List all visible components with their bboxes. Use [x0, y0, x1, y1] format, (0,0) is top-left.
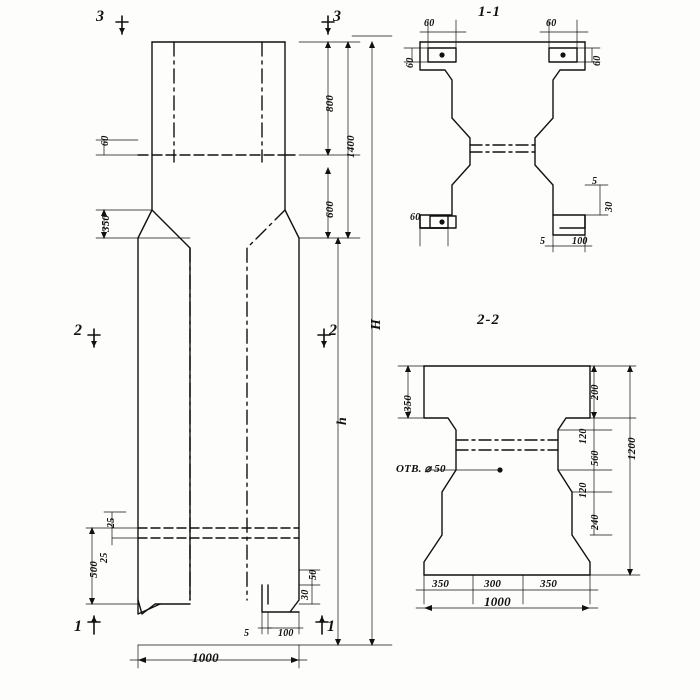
sec22-dim-350-b1: 350 — [432, 578, 450, 590]
sec22-dim-300: 300 — [484, 578, 502, 590]
dim-30-elevation: 30 — [300, 589, 311, 600]
dim-500: 500 — [88, 560, 100, 578]
section-mark-1-left: 1 — [74, 618, 83, 635]
sec11-dim-60-bottom-left: 60 — [410, 212, 421, 223]
sec11-dim-5: 5 — [540, 236, 546, 247]
dim-25-a: 25 — [106, 517, 117, 528]
section-mark-3-left: 3 — [96, 8, 105, 25]
section-mark-2-right: 2 — [329, 322, 338, 339]
section-mark-3-right: 3 — [333, 8, 342, 25]
sec11-dim-60-right: 60 — [592, 55, 603, 66]
sec11-dim-60-left: 60 — [405, 57, 416, 68]
dim-100-elevation: 100 — [278, 628, 294, 639]
sec22-dim-560: 560 — [590, 450, 601, 466]
section-2-2-title: 2-2 — [477, 312, 500, 328]
sec22-dim-120-top: 120 — [578, 428, 589, 444]
dim-h: h — [335, 417, 350, 425]
sec11-dim-30: 30 — [604, 201, 615, 212]
dim-60-left: 60 — [100, 135, 111, 146]
section-mark-1-right: 1 — [327, 618, 336, 635]
sec22-dim-240: 240 — [590, 514, 601, 530]
dim-600: 600 — [324, 200, 336, 218]
dim-800: 800 — [324, 94, 336, 112]
sec22-dim-350-left: 350 — [402, 394, 414, 412]
sec22-dim-120-bottom: 120 — [578, 482, 589, 498]
sec11-dim-5-right: 5 — [592, 176, 598, 187]
dim-1400: 1400 — [345, 135, 357, 158]
sec22-dim-1000: 1000 — [484, 594, 511, 609]
sec11-dim-100: 100 — [572, 236, 588, 247]
dim-1000-elevation: 1000 — [192, 650, 219, 665]
sec22-dim-350-b2: 350 — [540, 578, 558, 590]
dim-350-left: 350 — [100, 214, 112, 232]
dim-50-elevation: 50 — [308, 569, 319, 580]
dim-5-elevation: 5 — [244, 628, 250, 639]
sec22-dim-200: 200 — [590, 384, 601, 400]
sec11-dim-60-top-right: 60 — [546, 18, 557, 29]
sec22-hole-note: OTB. ⌀ 50 — [396, 463, 446, 475]
dim-H: H — [369, 318, 384, 330]
sec22-dim-1200: 1200 — [626, 437, 638, 460]
section-mark-2-left: 2 — [74, 322, 83, 339]
section-1-1-title: 1-1 — [478, 4, 501, 20]
dim-25-b: 25 — [99, 552, 110, 563]
sec11-dim-60-top-left: 60 — [424, 18, 435, 29]
